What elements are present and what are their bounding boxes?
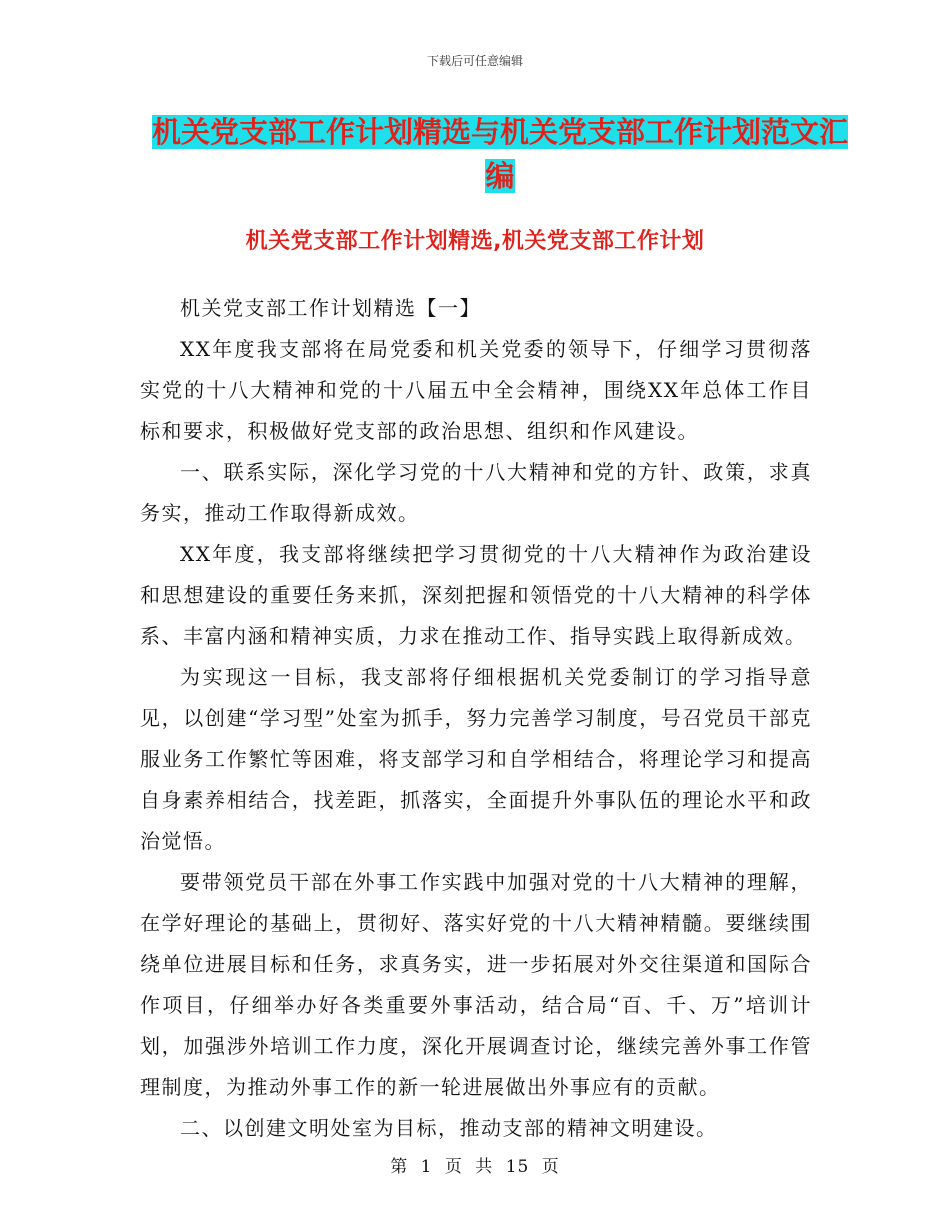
document-title [140, 110, 860, 198]
paragraph: 为实现这一目标，我支部将仔细根据机关党委制订的学习指导意见，以创建“学习型”处室为抓手，努力完善学习制度，号召党员干部克服业务工作繁忙等困难，将支部学习和自学相结合，将理论学习和提高自身素养相结合，找差距，抓落实，全面提升外事队伍的理论水平和政治觉悟。 [140, 665, 812, 853]
paragraph: 要带领党员干部在外事工作实践中加强对党的十八大精神的理解，在学好理论的基础上，贯彻好、落实好党的十八大精神精髓。要继续围绕单位进展目标和任务，求真务实，进一步拓展对外交往渠道和国际合作项目，仔细举办好各类重要外事活动，结合局“百、千、万”培训计划，加强涉外培训工作力度，深化开展调查讨论，继续完善外事工作管理制度，为推动外事工作的新一轮进展做出外事应有的贡献。 [140, 870, 812, 1099]
document-title-text: 机关党支部工作计划精选与机关党支部工作计划范文汇编 [151, 115, 848, 193]
header-note: 下载后可任意编辑 [426, 54, 523, 68]
paragraph: 一、联系实际，深化学习党的十八大精神和党的方针、政策，求真务实，推动工作取得新成效。 [140, 460, 812, 525]
paragraph: XX年度，我支部将继续把学习贯彻党的十八大精神作为政治建设和思想建设的重要任务来抓，深刻把握和领悟党的十八大精神的科学体系、丰富内涵和精神实质，力求在推动工作、指导实践上取得新成效。 [140, 542, 812, 648]
paragraph: 二、以创建文明处室为目标，推动支部的精神文明建设。 [180, 1116, 718, 1140]
document-subtitle: 机关党支部工作计划精选,机关党支部工作计划 [245, 229, 705, 254]
document-body [140, 288, 812, 1149]
paragraph: 机关党支部工作计划精选【一】 [180, 296, 481, 320]
paragraph: XX年度我支部将在局党委和机关党委的领导下，仔细学习贯彻落实党的十八大精神和党的十八届五中全会精神，围绕XX年总体工作目标和要求，积极做好党支部的政治思想、组织和作风建设。 [140, 337, 812, 443]
page-number: 第 1 页 共 15 页 [390, 1157, 560, 1177]
